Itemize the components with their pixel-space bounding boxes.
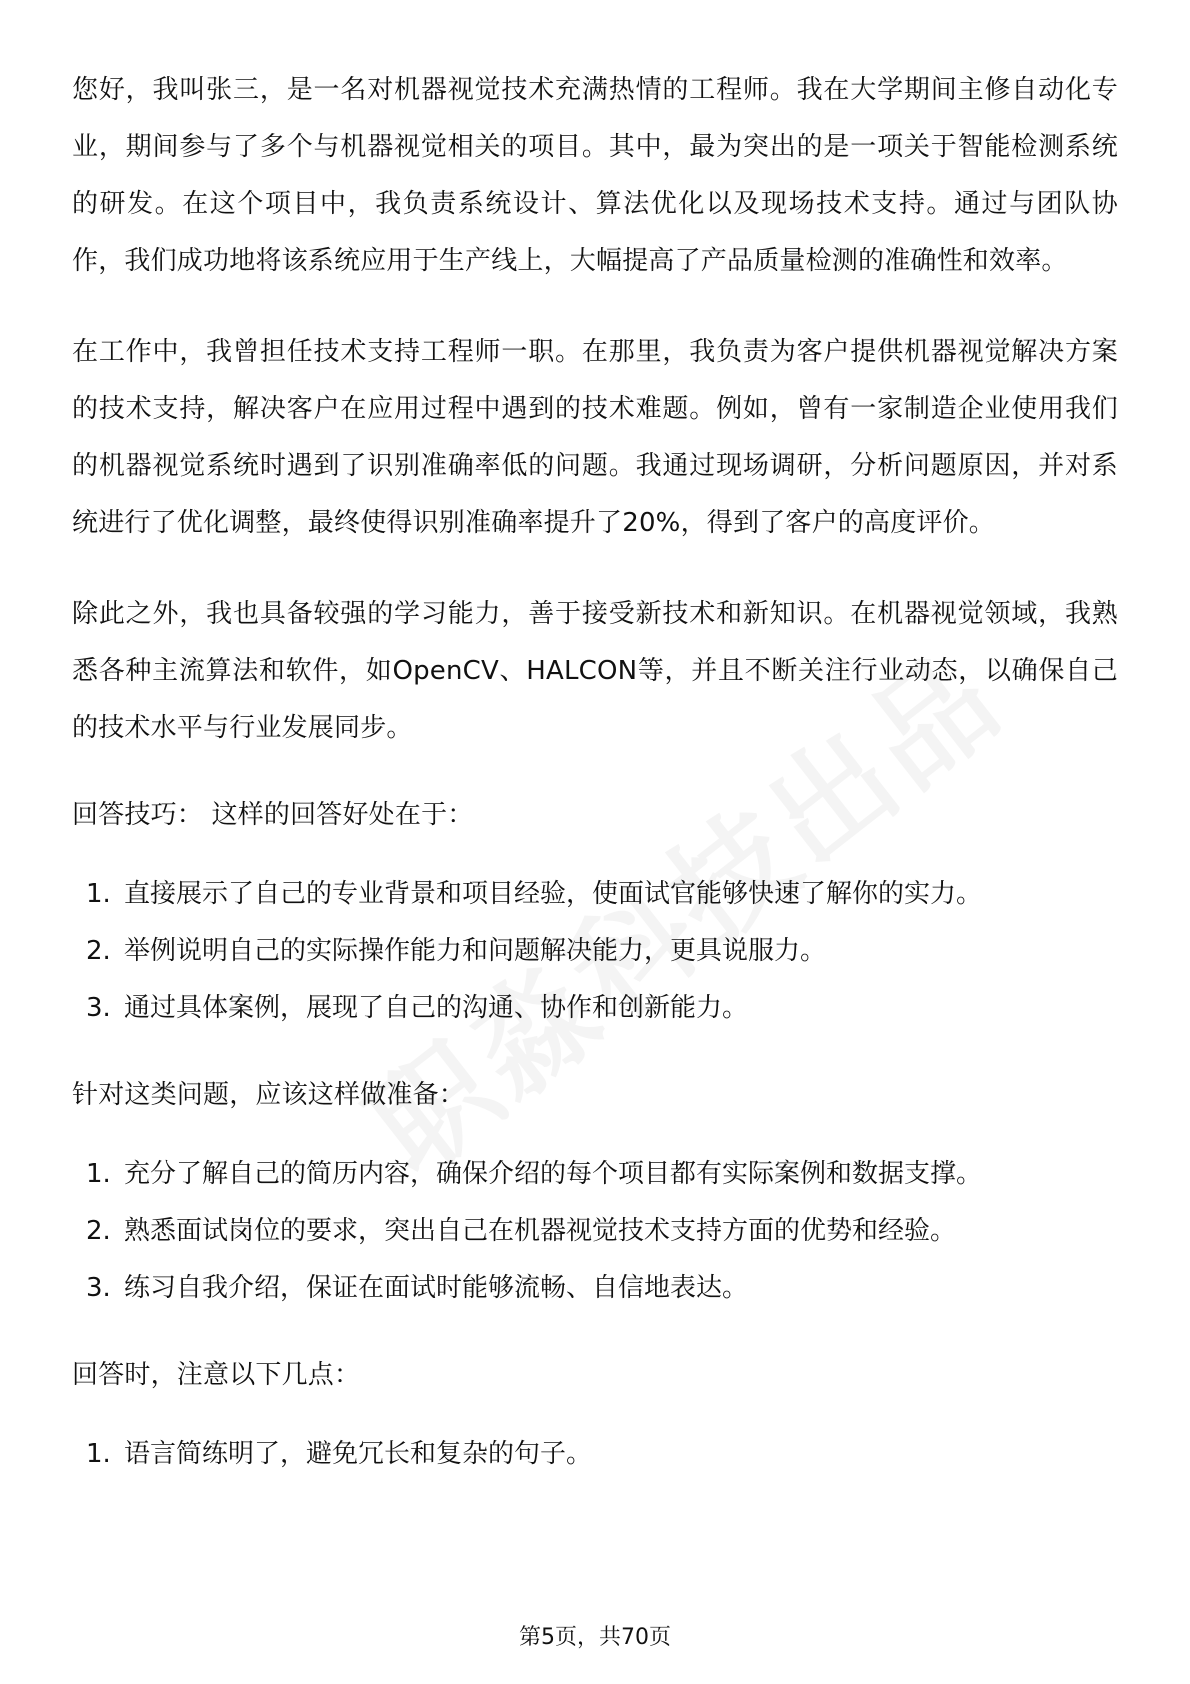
paragraph-learning: 除此之外，我也具备较强的学习能力，善于接受新技术和新知识。在机器视觉领域，我熟悉各种主流算法和软件，如OpenCV、HALCON等，并且不断关注行业动态，以确保自己的技术水平与行业发展同步。 [72,599,1118,743]
notes-heading: 回答时，注意以下几点： [72,1360,361,1390]
page-number-footer: 第5页，共70页 [519,1625,671,1650]
paragraph-work: 在工作中，我曾担任技术支持工程师一职。在那里，我负责为客户提供机器视觉解决方案的技术支持，解决客户在应用过程中遇到的技术难题。例如，曾有一家制造企业使用我们的机器视觉系统时遇到了识别准确率低的问题。我通过现场调研，分析问题原因，并对系统进行了优化调整，最终使得识别准确率提升了20%，得到了客户的高度评价。 [72,337,1118,538]
prep-heading: 针对这类问题，应该这样做准备： [72,1080,466,1110]
list-item [72,1426,1118,1483]
paragraph-intro: 您好，我叫张三，是一名对机器视觉技术充满热情的工程师。我在大学期间主修自动化专业，期间参与了多个与机器视觉相关的项目。其中，最为突出的是一项关于智能检测系统的研发。在这个项目中，我负责系统设计、算法优化以及现场技术支持。通过与团队协作，我们成功地将该系统应用于生产线上，大幅提高了产品质量检测的准确性和效率。 [72,75,1118,276]
list-number: 1. [86,1159,111,1189]
tips-list [72,866,1118,1037]
document-body [72,62,1118,1483]
list-number: 2. [86,1216,111,1246]
list-item [72,923,1118,980]
list-item [72,1203,1118,1260]
list-number: 1. [86,1439,111,1469]
list-number: 2. [86,936,111,966]
list-text: 练习自我介绍，保证在面试时能够流畅、自信地表达。 [124,1273,749,1303]
list-text: 语言简练明了，避免冗长和复杂的句子。 [124,1439,593,1469]
list-text: 通过具体案例，展现了自己的沟通、协作和创新能力。 [124,993,749,1023]
list-item [72,1260,1118,1317]
list-text: 充分了解自己的简历内容，确保介绍的每个项目都有实际案例和数据支撑。 [124,1159,983,1189]
list-text: 熟悉面试岗位的要求，突出自己在机器视觉技术支持方面的优势和经验。 [124,1216,957,1246]
list-number: 1. [86,879,111,909]
list-item [72,1146,1118,1203]
prep-list [72,1146,1118,1317]
tips-heading: 回答技巧： 这样的回答好处在于： [72,800,474,830]
list-number: 3. [86,1273,111,1303]
list-item [72,980,1118,1037]
list-item [72,866,1118,923]
notes-list [72,1426,1118,1483]
list-text: 直接展示了自己的专业背景和项目经验，使面试官能够快速了解你的实力。 [124,879,983,909]
list-text: 举例说明自己的实际操作能力和问题解决能力，更具说服力。 [124,936,827,966]
list-number: 3. [86,993,111,1023]
